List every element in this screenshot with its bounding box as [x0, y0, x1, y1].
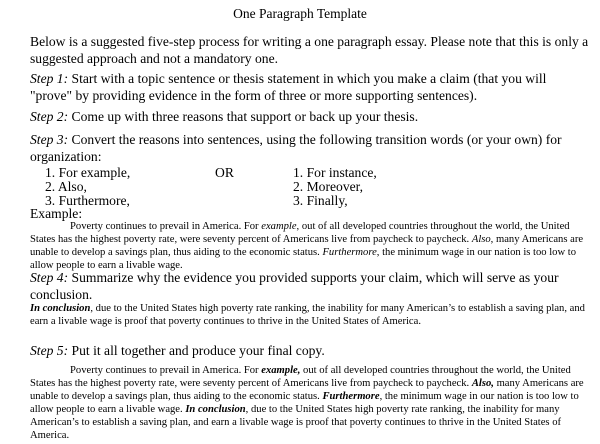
example-keyword-1: example [261, 221, 297, 232]
final-text-5: , due to the United States high poverty rate ranking, the inability for many American’s to establish a saving plan, and earn a livable wage is proof that poverty continues to thrive in the United States of America. [30, 404, 562, 441]
left-list-item-1: 1. For example, [45, 165, 131, 180]
final-text-1: Poverty continues to prevail in America. For [70, 365, 262, 376]
step-5-label: Step 5: [30, 343, 69, 358]
example-label: Example: [30, 206, 83, 221]
step-3-text: Convert the reasons into sentences, using the following transition words (or your own) for organization: [30, 132, 562, 164]
step-5 [30, 342, 590, 359]
right-list-item-3: 3. Finally, [293, 193, 348, 208]
example-text-3: many Americans are unable to develop a savings plan, thus aiding to the economic status. [30, 234, 584, 258]
final-keyword-4: In conclusion [185, 404, 246, 415]
example-text-4: , the minimum wage in our nation is too low to allow people to earn a livable wage. [30, 247, 576, 271]
example-keyword-3: Furthermore [322, 247, 377, 258]
step-4-text: Summarize why the evidence you provided supports your claim, which will serve as your conclusion. [30, 270, 559, 302]
or-label: OR [215, 165, 234, 180]
right-list-item-2: 2. Moreover, [293, 179, 364, 194]
intro-paragraph: Below is a suggested five-step process for writing a one paragraph essay. Please note that this is only a suggested approach and not a mandatory one. [30, 34, 589, 66]
step-2-text: Come up with three reasons that support or back up your thesis. [71, 109, 419, 124]
conclusion-keyword: In conclusion [30, 303, 91, 314]
page-title: One Paragraph Template [233, 6, 367, 21]
final-keyword-1: example, [261, 365, 301, 376]
final-text-4: , the minimum wage in our nation is too low to allow people to earn a livable wage. [30, 391, 579, 415]
step-5-text: Put it all together and produce your final copy. [71, 343, 325, 358]
step-2 [30, 108, 590, 125]
final-text-2: out of all developed countries throughout the world, the United States has the highest poverty rate, were seventy percent of Americans live from paycheck to paycheck. [30, 365, 571, 389]
step-4 [30, 269, 590, 303]
step-1-label: Step 1: [30, 71, 69, 86]
step-4-label: Step 4: [30, 270, 69, 285]
example-text-1: Poverty continues to prevail in America. For [70, 221, 262, 232]
step-1 [30, 70, 590, 104]
final-paragraph [30, 364, 590, 442]
left-list-item-3: 3. Furthermore, [45, 193, 130, 208]
step-1-text: Start with a topic sentence or thesis statement in which you make a claim (that you will "prove" by providing evidence in the form of three or more supporting sentences). [30, 71, 547, 103]
final-text-3: many Americans are unable to develop a savings plan, thus aiding to the economic status. [30, 378, 584, 402]
step-3 [30, 131, 590, 165]
right-list-item-1: 1. For instance, [293, 165, 377, 180]
conclusion-text: , due to the United States high poverty rate ranking, the inability for many American’s to establish a saving plan, and earn a livable wage is proof that poverty continues to thrive in the United States of America. [30, 303, 585, 327]
example-paragraph [30, 220, 590, 272]
final-keyword-2: Also, [471, 378, 494, 389]
step-2-label: Step 2: [30, 109, 69, 124]
step-3-label: Step 3: [30, 132, 69, 147]
example-keyword-2: Also, [471, 234, 494, 245]
left-list-item-2: 2. Also, [45, 179, 87, 194]
conclusion-paragraph [30, 302, 590, 328]
final-keyword-3: Furthermore [322, 391, 380, 402]
example-text-2: , out of all developed countries throughout the world, the United States has the highest poverty rate, were seventy percent of Americans live from paycheck to paycheck. [30, 221, 570, 245]
